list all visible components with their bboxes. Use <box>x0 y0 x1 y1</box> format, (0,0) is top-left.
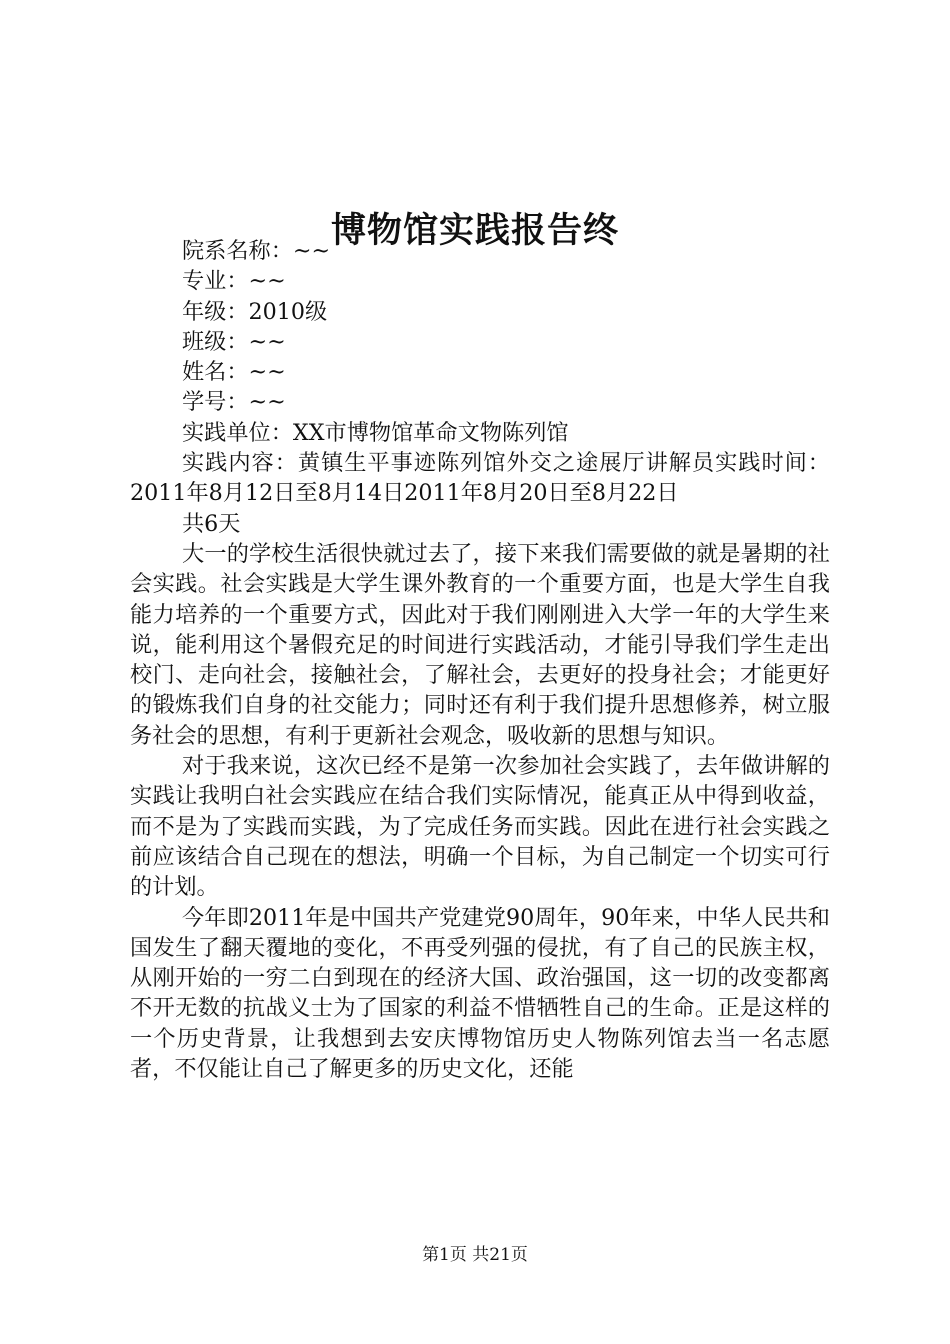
meta-practice-content: 实践内容：黄镇生平事迹陈列馆外交之途展厅讲解员实践时间：2011年8月12日至8月14日2011年8月20日至8月22日 <box>130 450 830 507</box>
meta-practice-unit: 实践单位：XX市博物馆革命文物陈列馆 <box>182 419 569 446</box>
document-title: 博物馆实践报告终 <box>330 210 619 252</box>
body-paragraph: 今年即2011年是中国共产党建党90周年，90年来，中华人民共和国发生了翻天覆地的变化，不再受列强的侵扰，有了自己的民族主权，从刚开始的一穷二白到现在的经济大国、政治强国，这一切的改变都离不开无数的抗战义士为了国家的利益不惜牺牲自己的生命。正是这样的一个历史背景，让我想到去安庆博物馆历史人物陈列馆去当一名志愿者，不仅能让自己了解更多的历史文化，还能 <box>130 904 830 1083</box>
meta-name: 姓名：~~ <box>182 359 286 386</box>
meta-major: 专业：~~ <box>182 268 286 295</box>
meta-duration: 共6天 <box>182 510 241 537</box>
body-paragraph: 对于我来说，这次已经不是第一次参加社会实践了，去年做讲解的实践让我明白社会实践应在结合我们实际情况，能真正从中得到收益，而不是为了实践而实践，为了完成任务而实践。因此在进行社会实践之前应该结合自己现在的想法，明确一个目标，为自己制定一个切实可行的计划。 <box>130 753 830 901</box>
meta-department: 院系名称：~~ <box>182 238 331 264</box>
meta-grade: 年级：2010级 <box>182 298 328 325</box>
meta-class: 班级：~~ <box>182 328 286 355</box>
meta-student-id: 学号：~~ <box>182 389 286 416</box>
body-paragraph: 大一的学校生活很快就过去了，接下来我们需要做的就是暑期的社会实践。社会实践是大学生课外教育的一个重要方面，也是大学生自我能力培养的一个重要方式，因此对于我们刚刚进入大学一年的大学生来说，能利用这个暑假充足的时间进行实践活动，才能引导我们学生走出校门、走向社会，接触社会，了解社会，去更好的投身社会；才能更好的锻炼我们自身的社交能力；同时还有利于我们提升思想修养，树立服务社会的思想，有利于更新社会观念，吸收新的思想与知识。 <box>130 540 830 749</box>
page-footer: 第1页 共21页 <box>422 1245 528 1265</box>
document-body <box>130 236 830 1084</box>
